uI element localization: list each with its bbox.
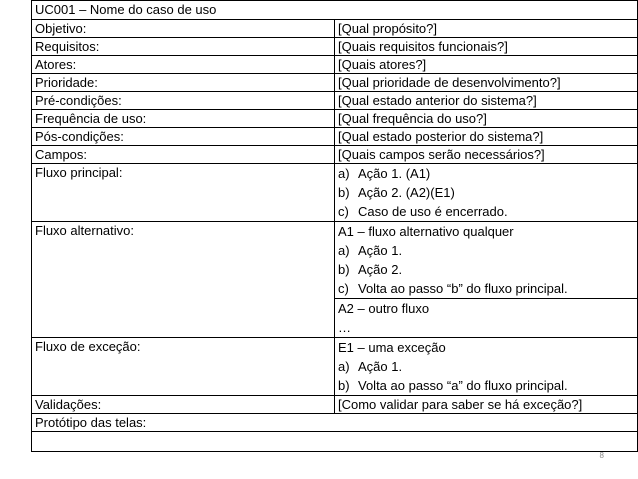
fluxo-excecao-e1 bbox=[335, 338, 638, 396]
poscondicoes-value: [Qual estado posterior do sistema?] bbox=[335, 128, 638, 146]
use-case-title: UC001 – Nome do caso de uso bbox=[32, 1, 638, 20]
a1-title: A1 – fluxo alternativo qualquer bbox=[338, 224, 514, 239]
requisitos-label: Requisitos: bbox=[32, 38, 335, 56]
fluxo-excecao-label: Fluxo de exceção: bbox=[32, 338, 335, 396]
precondicoes-label: Pré-condições: bbox=[32, 92, 335, 110]
slide-number: 8 bbox=[599, 451, 604, 460]
prototipo-label: Protótipo das telas: bbox=[35, 415, 147, 430]
poscondicoes-label: Pós-condições: bbox=[32, 128, 335, 146]
atores-value: [Quais atores?] bbox=[335, 56, 638, 74]
list-item: c) Volta ao passo “b” do fluxo principal. bbox=[338, 281, 568, 296]
atores-label: Atores: bbox=[32, 56, 335, 74]
objetivo-label: Objetivo: bbox=[32, 20, 335, 38]
validacoes-value: [Como validar para saber se há exceção?] bbox=[335, 396, 638, 414]
empty-row bbox=[32, 432, 638, 452]
fluxo-principal-label: Fluxo principal: bbox=[32, 164, 335, 222]
list-item: a) Ação 1. bbox=[338, 359, 403, 374]
list-item: c) Caso de uso é encerrado. bbox=[338, 204, 508, 219]
e1-title: E1 – uma exceção bbox=[338, 340, 446, 355]
requisitos-value: [Quais requisitos funcionais?] bbox=[335, 38, 638, 56]
precondicoes-value: [Qual estado anterior do sistema?] bbox=[335, 92, 638, 110]
prioridade-label: Prioridade: bbox=[32, 74, 335, 92]
list-item: b) Ação 2. bbox=[338, 262, 403, 277]
fluxo-principal-steps bbox=[335, 164, 638, 222]
a2-title: A2 – outro fluxo bbox=[338, 301, 430, 316]
list-item: a) Ação 1. bbox=[338, 243, 403, 258]
list-item: a) Ação 1. (A1) bbox=[338, 166, 431, 181]
campos-label: Campos: bbox=[32, 146, 335, 164]
a2-ellipsis: … bbox=[338, 320, 351, 335]
fluxo-alternativo-a1 bbox=[335, 222, 638, 299]
list-item: b) Volta ao passo “a” do fluxo principal. bbox=[338, 378, 568, 393]
frequencia-value: [Qual frequência do uso?] bbox=[335, 110, 638, 128]
prototipo-row bbox=[32, 414, 638, 432]
frequencia-label: Frequência de uso: bbox=[32, 110, 335, 128]
prioridade-value: [Qual prioridade de desenvolvimento?] bbox=[335, 74, 638, 92]
campos-value: [Quais campos serão necessários?] bbox=[335, 146, 638, 164]
fluxo-alternativo-a2 bbox=[335, 299, 638, 338]
objetivo-value: [Qual propósito?] bbox=[335, 20, 638, 38]
validacoes-label: Validações: bbox=[32, 396, 335, 414]
use-case-table bbox=[31, 0, 638, 452]
fluxo-alternativo-label: Fluxo alternativo: bbox=[32, 222, 335, 338]
list-item: b) Ação 2. (A2)(E1) bbox=[338, 185, 455, 200]
